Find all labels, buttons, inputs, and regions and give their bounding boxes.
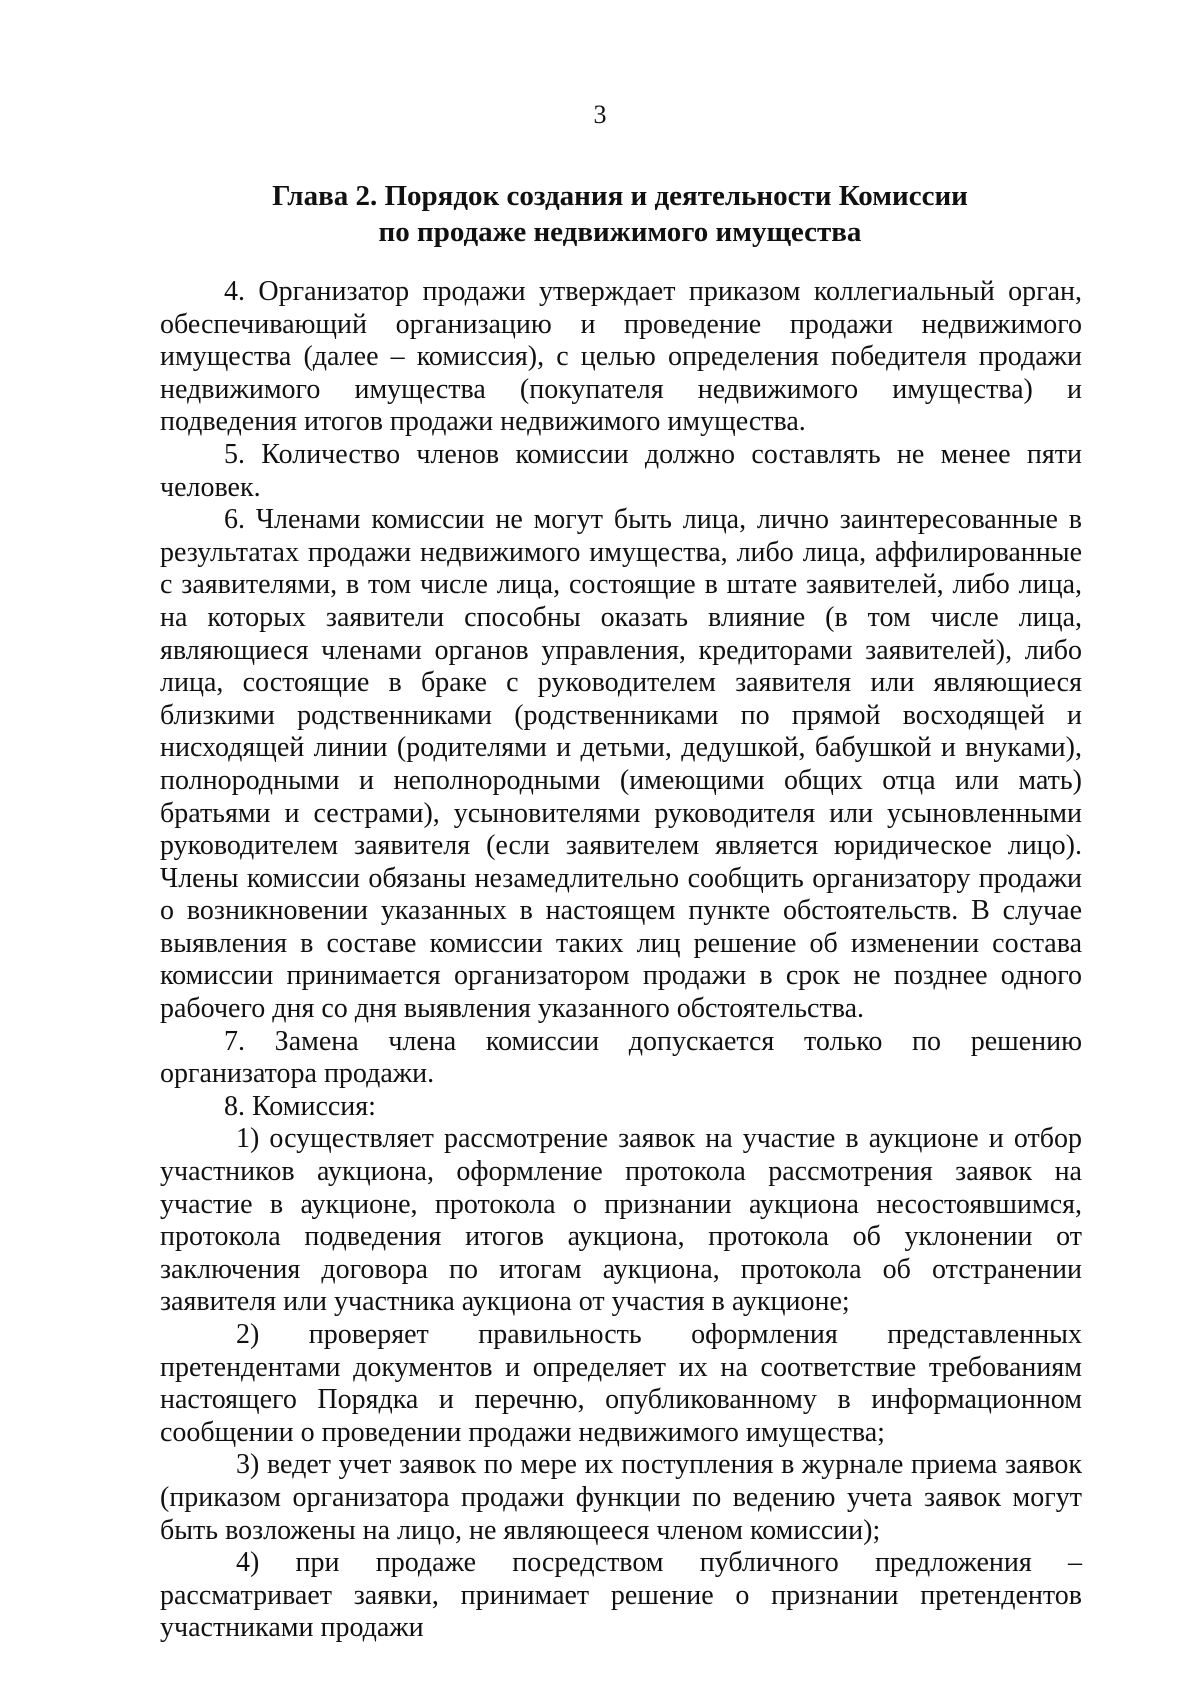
paragraph-8: 8. Комиссия: xyxy=(224,1090,376,1122)
subitem-2: 2) проверяет правильность оформления представленных претендентами документов и определяет их на соответствие требованиям настоящего Порядка и перечню, опубликованному в информационном сообщении о проведении продажи недвижимого имущества; xyxy=(160,1319,1082,1448)
subitem-4: 4) при продаже посредством публичного предложения – рассматривает заявки, принимает решение о признании претендентов участниками продажи xyxy=(160,1547,1082,1644)
paragraph-7: 7. Замена члена комиссии допускается только по решению организатора продажи. xyxy=(160,1025,1082,1090)
chapter-title-line-1: Глава 2. Порядок создания и деятельности Комиссии xyxy=(272,180,968,212)
paragraph-6: 6. Членами комиссии не могут быть лица, лично заинтересованные в результатах продажи недвижимого имущества, либо лица, аффилированные с заявителями, в том числе лица, состоящие в штате заявителей, либо лица, на которых заявители способны оказать влияние (в том числе лица, являющиеся членами органов управления, кредиторами заявителей), либо лица, состоящие в браке с руководителем заявителя или являющиеся близкими родственниками (родственниками по прямой восходящей и нисходящей линии (родителями и детьми, дедушкой, бабушкой и внуками), полнородными и неполнородными (имеющими общих отца или мать) братьями и сестрами), усыновителями руководителя или усыновленными руководителем заявителя (если заявителем является юридическое лицо). Члены комиссии обязаны незамедлительно сообщить организатору продажи о возникновении указанных в настоящем пункте обстоятельств. В случае выявления в составе комиссии таких лиц решение об изменении состава комиссии принимается организатором продажи в срок не позднее одного рабочего дня со дня выявления указанного обстоятельства. xyxy=(160,504,1082,1025)
chapter-title-line-2: по продаже недвижимого имущества xyxy=(378,216,862,248)
document-body xyxy=(160,276,1082,1645)
subitem-1: 1) осуществляет рассмотрение заявок на участие в аукционе и отбор участников аукциона, оформление протокола рассмотрения заявок на участие в аукционе, протокола о признании аукциона несостоявшимся, протокола подведения итогов аукциона, протокола об уклонении от заключения договора по итогам аукциона, протокола об отстранении заявителя или участника аукциона от участия в аукционе; xyxy=(160,1123,1082,1318)
paragraph-5: 5. Количество членов комиссии должно составлять не менее пяти человек. xyxy=(160,438,1082,503)
page-number: 3 xyxy=(593,100,607,129)
paragraph-4: 4. Организатор продажи утверждает приказом коллегиальный орган, обеспечивающий организацию и проведение продажи недвижимого имущества (далее – комиссия), с целью определения победителя продажи недвижимого имущества (покупателя недвижимого имущества) и подведения итогов продажи недвижимого имущества. xyxy=(160,276,1082,438)
subitem-3: 3) ведет учет заявок по мере их поступления в журнале приема заявок (приказом организатора продажи функции по ведению учета заявок могут быть возложены на лицо, не являющееся членом комиссии); xyxy=(160,1449,1082,1546)
chapter-title xyxy=(160,178,1080,250)
